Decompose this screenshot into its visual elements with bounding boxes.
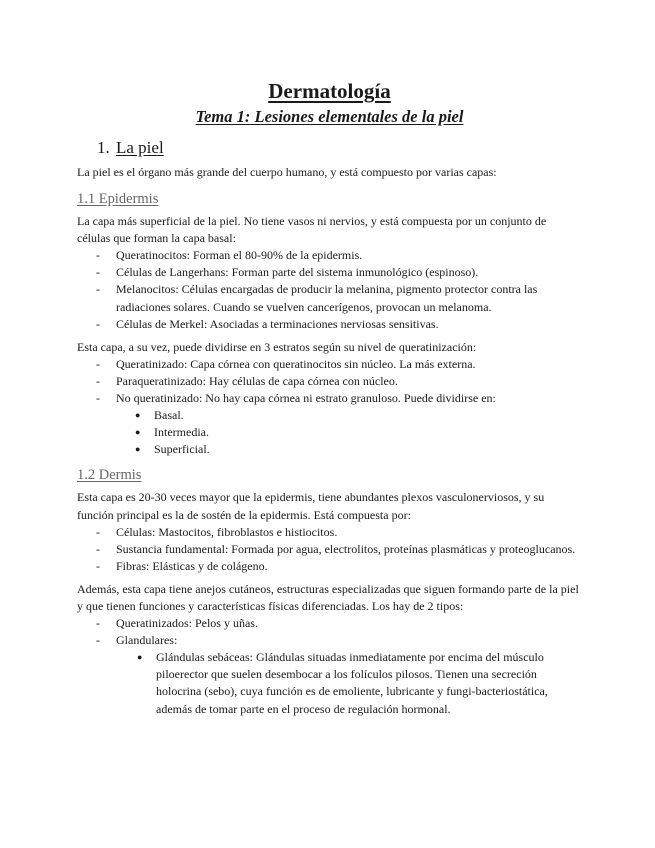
section-number: 1. (97, 138, 110, 157)
list-item-text: Melanocitos: Células encargadas de producir la melanina, pigmento protector contra las radiaciones solares. Cuando se vuelven cancerígenos, provocan un melanoma. (116, 282, 538, 314)
list-item (77, 407, 582, 424)
dash-marker: - (96, 265, 100, 280)
list-item (77, 632, 582, 649)
list-item (77, 316, 582, 333)
section-intro-paragraph: La piel es el órgano más grande del cuerpo humano, y está compuesto por varias capas: (77, 165, 497, 179)
bullet-marker: ● (135, 444, 141, 455)
dermis-paragraph-1: Esta capa es 20-30 veces mayor que la epidermis, tiene abundantes plexos vasculonerviosos, y su función principal es la de sostén de la epidermis. Está compuesta por: (77, 490, 545, 522)
dash-marker: - (96, 524, 100, 539)
list-item (77, 247, 582, 264)
list-item-text: Células: Mastocitos, fibroblastos e histiocitos. (116, 524, 338, 539)
list-item (77, 390, 582, 407)
list-item (77, 264, 582, 281)
subsection-heading-epidermis: 1.1 Epidermis (77, 191, 159, 208)
dash-marker: - (96, 373, 100, 388)
list-item-text: Glandulares: (116, 633, 178, 648)
list-item (77, 649, 582, 717)
epidermis-strata-list (77, 356, 582, 407)
list-item-text: Sustancia fundamental: Formada por agua, electrolitos, proteínas plasmáticas y proteoglucanos. (116, 541, 576, 556)
epidermis-paragraph-1: La capa más superficial de la piel. No tiene vasos ni nervios, y está compuesta por un conjunto de células que forman la capa basal: (77, 214, 547, 246)
dermis-annexes-list (77, 615, 582, 649)
dash-marker: - (96, 541, 100, 556)
subsection-heading-dermis: 1.2 Dermis (77, 467, 142, 484)
list-item (77, 373, 582, 390)
list-item-text: Paraqueratinizado: Hay células de capa córnea con núcleo. (116, 373, 398, 388)
list-item-text: No queratinizado: No hay capa córnea ni estrato granuloso. Puede dividirse en: (116, 391, 496, 406)
dash-marker: - (96, 248, 100, 263)
dash-marker: - (96, 356, 100, 371)
document-title: Dermatología (268, 79, 391, 103)
list-item-text: Superficial. (154, 442, 210, 457)
list-item-text: Intermedia. (154, 425, 209, 440)
dash-marker: - (96, 558, 100, 573)
list-item (77, 615, 582, 632)
document-subtitle: Tema 1: Lesiones elementales de la piel (195, 107, 464, 126)
list-item (77, 558, 582, 575)
list-item (77, 356, 582, 373)
list-item-text: Glándulas sebáceas: Glándulas situadas inmediatamente por encima del músculo piloerector que suelen desembocar a los folículos pilosos. Tienen una secreción holocrina (sebo), cuya función es de emoliente, lubricante y fungi-bacteriostática, además de tomar parte en el proceso de regulación hormonal. (156, 650, 548, 716)
dash-marker: - (96, 391, 100, 406)
list-item-text: Fibras: Elásticas y de colágeno. (116, 558, 268, 573)
bullet-marker: ● (135, 427, 141, 438)
dash-marker: - (96, 282, 100, 297)
list-item (77, 281, 582, 315)
dermis-components-list (77, 524, 582, 575)
list-item (77, 541, 582, 558)
epidermis-cells-list (77, 247, 582, 332)
bullet-marker: ● (135, 410, 141, 421)
bullet-marker: ● (137, 652, 143, 663)
dermis-glands-list (77, 649, 582, 717)
dash-marker: - (96, 633, 100, 648)
dash-marker: - (96, 616, 100, 631)
list-item (77, 524, 582, 541)
section-heading-text: La piel (116, 138, 164, 157)
list-item-text: Queratinocitos: Forman el 80-90% de la epidermis. (116, 248, 363, 263)
dermis-paragraph-2: Además, esta capa tiene anejos cutáneos, estructuras especializadas que siguen formando parte de la piel y que tienen funciones y características físicas diferenciadas. Los hay de 2 tipos: (77, 581, 579, 613)
dash-marker: - (96, 316, 100, 331)
epidermis-paragraph-2: Esta capa, a su vez, puede dividirse en 3 estratos según su nivel de queratinización: (77, 339, 477, 354)
list-item-text: Queratinizados: Pelos y uñas. (116, 616, 258, 631)
list-item (77, 441, 582, 458)
epidermis-substrata-list (77, 407, 582, 458)
list-item-text: Células de Merkel: Asociadas a terminaciones nerviosas sensitivas. (116, 316, 439, 331)
list-item-text: Queratinizado: Capa córnea con queratinocitos sin núcleo. La más externa. (116, 356, 476, 371)
section-heading-la-piel (97, 137, 582, 159)
list-item-text: Basal. (154, 408, 184, 423)
list-item (77, 424, 582, 441)
document-page (77, 78, 582, 718)
list-item-text: Células de Langerhans: Forman parte del sistema inmunológico (espinoso). (116, 265, 479, 280)
